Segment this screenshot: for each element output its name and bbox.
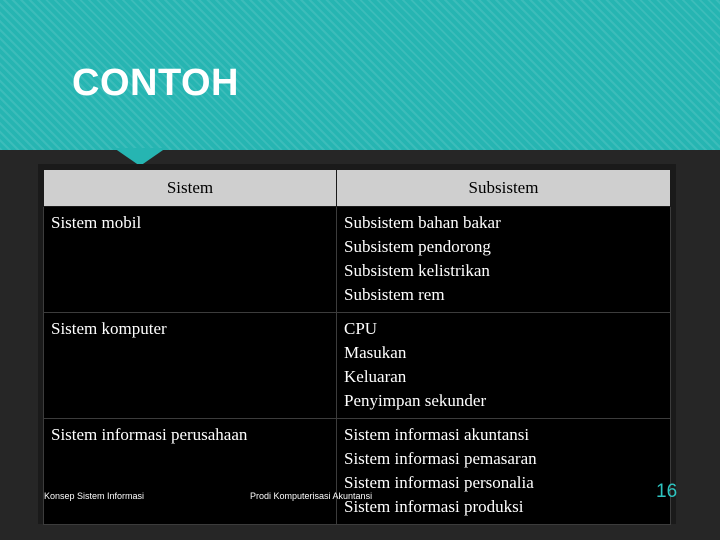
table-row (44, 207, 671, 313)
cell-sistem: Sistem informasi perusahaan (44, 419, 337, 525)
header-sistem: Sistem (44, 170, 337, 207)
header-subsistem: Subsistem (337, 170, 671, 207)
subsistem-item: Penyimpan sekunder (344, 391, 487, 410)
subsistem-item: Sistem informasi produksi (344, 497, 524, 516)
subsistem-item: CPU (344, 319, 378, 338)
cell-subsistem (337, 419, 671, 525)
cell-sistem: Sistem mobil (44, 207, 337, 313)
subsistem-item: Sistem informasi pemasaran (344, 449, 537, 468)
cell-subsistem (337, 313, 671, 419)
footer-left-text: Konsep Sistem Informasi (44, 491, 145, 501)
subsistem-item: Sistem informasi akuntansi (344, 425, 530, 444)
cell-sistem: Sistem komputer (44, 313, 337, 419)
cell-subsistem (337, 207, 671, 313)
subsistem-item: Subsistem bahan bakar (344, 213, 501, 232)
table-row (44, 419, 671, 525)
subsistem-item: Keluaran (344, 367, 407, 386)
footer-center-text: Prodi Komputerisasi Akuntansi (250, 491, 373, 501)
table-row (44, 313, 671, 419)
subsistem-item: Sistem informasi personalia (344, 473, 534, 492)
comparison-table (43, 169, 671, 525)
subsistem-item: Subsistem pendorong (344, 237, 491, 256)
subsistem-item: Subsistem rem (344, 285, 445, 304)
page-number: 16 (656, 481, 678, 502)
table-header-row (44, 170, 671, 207)
subsistem-item: Subsistem kelistrikan (344, 261, 490, 280)
slide-title: CONTOH (72, 62, 239, 104)
subsistem-item: Masukan (344, 343, 407, 362)
